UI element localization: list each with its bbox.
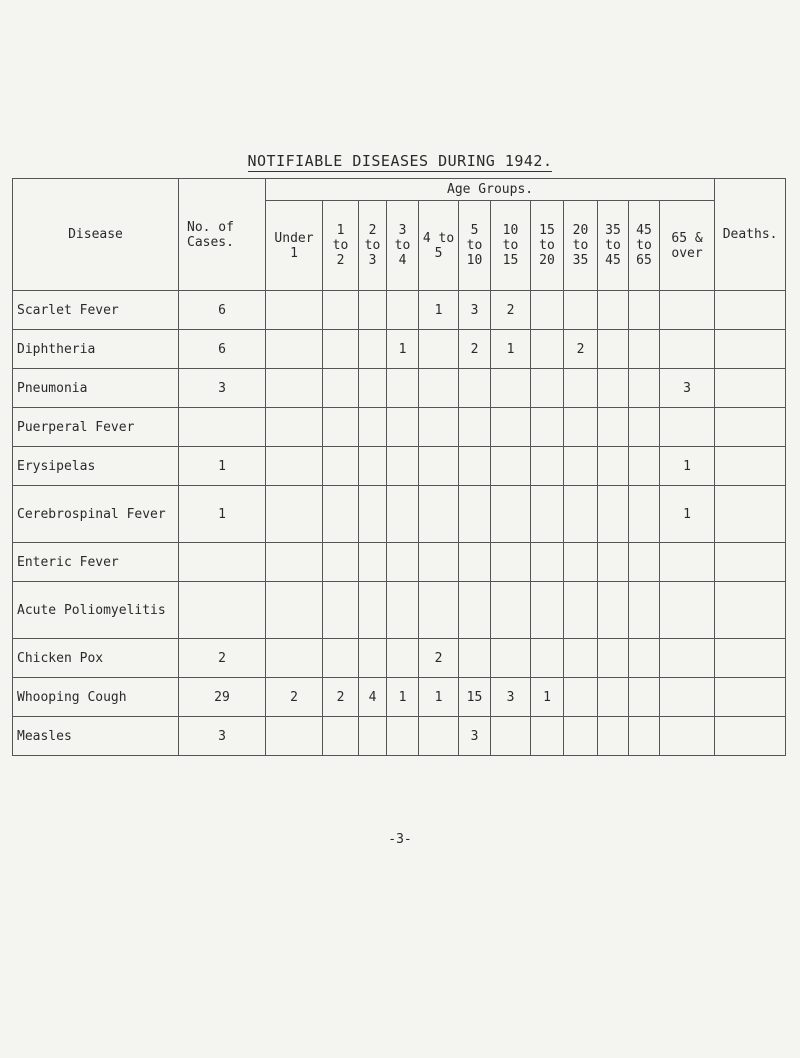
deaths-cell: [715, 408, 786, 447]
age-group-header: [323, 201, 359, 291]
age-count-cell: [387, 543, 419, 582]
cases-header: No. of Cases.: [179, 179, 266, 291]
age-count-cell: [598, 330, 629, 369]
age-count-cell: [323, 582, 359, 639]
age-count-cell: 1: [491, 330, 531, 369]
age-count-cell: [598, 639, 629, 678]
age-count-cell: [359, 639, 387, 678]
age-count-cell: [598, 543, 629, 582]
disease-header: Disease: [13, 179, 179, 291]
table-row: [13, 330, 786, 369]
age-count-cell: [564, 582, 598, 639]
age-count-cell: [459, 408, 491, 447]
age-count-cell: [359, 369, 387, 408]
table-row: [13, 582, 786, 639]
deaths-cell: [715, 639, 786, 678]
cases-cell: 29: [179, 678, 266, 717]
age-count-cell: [629, 717, 660, 756]
age-count-cell: [323, 543, 359, 582]
disease-name-cell: Whooping Cough: [13, 678, 179, 717]
age-count-cell: [660, 291, 715, 330]
age-count-cell: [323, 447, 359, 486]
age-group-header-top: 10 to: [502, 223, 519, 253]
age-group-header-bottom: 5: [434, 245, 443, 261]
age-group-header-top: 20 to: [572, 223, 589, 253]
age-count-cell: [660, 582, 715, 639]
age-count-cell: [266, 408, 323, 447]
age-group-header-top: 4 to: [422, 230, 455, 246]
cases-cell: [179, 543, 266, 582]
age-count-cell: [266, 369, 323, 408]
age-group-header-bottom: 20: [539, 253, 555, 268]
age-count-cell: 1: [531, 678, 564, 717]
age-count-cell: [531, 717, 564, 756]
cases-cell: [179, 408, 266, 447]
age-count-cell: [531, 543, 564, 582]
age-count-cell: [387, 447, 419, 486]
age-count-cell: 2: [459, 330, 491, 369]
age-count-cell: 1: [660, 447, 715, 486]
age-count-cell: [266, 582, 323, 639]
age-count-cell: [419, 543, 459, 582]
age-group-header: [491, 201, 531, 291]
age-group-header: [531, 201, 564, 291]
age-count-cell: [491, 717, 531, 756]
age-count-cell: [531, 330, 564, 369]
age-group-header-bottom: 4: [398, 253, 407, 268]
age-group-header-bottom: 45: [605, 253, 621, 268]
age-count-cell: [564, 486, 598, 543]
age-count-cell: [323, 369, 359, 408]
age-count-cell: [564, 408, 598, 447]
age-count-cell: [459, 369, 491, 408]
age-count-cell: [419, 717, 459, 756]
age-count-cell: [266, 447, 323, 486]
table-row: [13, 543, 786, 582]
age-group-header: [266, 201, 323, 291]
cases-cell: 3: [179, 369, 266, 408]
age-count-cell: [598, 582, 629, 639]
age-count-cell: [387, 639, 419, 678]
age-count-cell: 15: [459, 678, 491, 717]
deaths-cell: [715, 582, 786, 639]
age-group-header: [459, 201, 491, 291]
age-group-header-bottom: 35: [572, 253, 589, 268]
disease-name-cell: Diphtheria: [13, 330, 179, 369]
age-count-cell: [660, 408, 715, 447]
disease-name-cell: Cerebrospinal Fever: [13, 486, 179, 543]
age-count-cell: [359, 717, 387, 756]
deaths-cell: [715, 717, 786, 756]
age-count-cell: 1: [660, 486, 715, 543]
age-count-cell: [564, 639, 598, 678]
age-count-cell: [359, 447, 387, 486]
age-count-cell: [564, 369, 598, 408]
age-count-cell: [660, 678, 715, 717]
age-count-cell: [598, 447, 629, 486]
age-group-header: [660, 201, 715, 291]
age-group-header-top: 1 to: [332, 223, 349, 253]
age-count-cell: [564, 717, 598, 756]
age-group-header-top: 3 to: [394, 223, 411, 253]
disease-name-cell: Measles: [13, 717, 179, 756]
table-row: [13, 369, 786, 408]
disease-name-cell: Enteric Fever: [13, 543, 179, 582]
age-count-cell: [629, 369, 660, 408]
age-count-cell: [359, 330, 387, 369]
age-count-cell: 2: [323, 678, 359, 717]
age-count-cell: [629, 291, 660, 330]
age-count-cell: [491, 447, 531, 486]
disease-name-cell: Scarlet Fever: [13, 291, 179, 330]
age-count-cell: [266, 291, 323, 330]
age-count-cell: [531, 408, 564, 447]
age-count-cell: [660, 543, 715, 582]
age-count-cell: [359, 486, 387, 543]
age-count-cell: [491, 369, 531, 408]
age-count-cell: [387, 408, 419, 447]
table-row: [13, 717, 786, 756]
page-title: NOTIFIABLE DISEASES DURING 1942.: [247, 152, 553, 170]
age-count-cell: [419, 447, 459, 486]
age-count-cell: 2: [266, 678, 323, 717]
age-count-cell: [419, 582, 459, 639]
age-count-cell: [491, 582, 531, 639]
age-count-cell: [531, 639, 564, 678]
age-count-cell: [491, 639, 531, 678]
age-group-header-top: 2 to: [364, 223, 381, 253]
age-count-cell: [459, 447, 491, 486]
age-count-cell: [598, 408, 629, 447]
age-count-cell: [598, 369, 629, 408]
age-count-cell: [598, 291, 629, 330]
age-count-cell: [629, 486, 660, 543]
age-count-cell: [564, 447, 598, 486]
age-count-cell: 3: [459, 717, 491, 756]
age-count-cell: 3: [660, 369, 715, 408]
deaths-cell: [715, 447, 786, 486]
age-count-cell: [459, 639, 491, 678]
age-count-cell: [266, 639, 323, 678]
age-count-cell: [629, 582, 660, 639]
disease-name-cell: Puerperal Fever: [13, 408, 179, 447]
age-count-cell: [491, 543, 531, 582]
age-count-cell: [323, 717, 359, 756]
age-group-header-bottom: 1: [290, 245, 298, 261]
age-count-cell: 2: [491, 291, 531, 330]
age-count-cell: [387, 369, 419, 408]
age-count-cell: [459, 582, 491, 639]
age-count-cell: [629, 408, 660, 447]
age-count-cell: [629, 447, 660, 486]
deaths-cell: [715, 369, 786, 408]
age-count-cell: [598, 717, 629, 756]
age-count-cell: [387, 717, 419, 756]
table-row: [13, 639, 786, 678]
age-count-cell: [629, 639, 660, 678]
deaths-cell: [715, 678, 786, 717]
age-count-cell: 4: [359, 678, 387, 717]
age-count-cell: [266, 486, 323, 543]
age-count-cell: [359, 543, 387, 582]
age-count-cell: 1: [387, 330, 419, 369]
notifiable-diseases-table: [12, 178, 786, 756]
age-count-cell: 3: [491, 678, 531, 717]
disease-name-cell: Erysipelas: [13, 447, 179, 486]
age-group-header: [419, 201, 459, 291]
age-group-header: [564, 201, 598, 291]
cases-cell: 3: [179, 717, 266, 756]
age-count-cell: [359, 582, 387, 639]
age-group-header-bottom: 15: [502, 253, 519, 268]
age-group-header-bottom: 65: [636, 253, 652, 268]
age-count-cell: [531, 486, 564, 543]
age-count-cell: [419, 330, 459, 369]
age-group-header-bottom: 10: [466, 253, 483, 268]
age-count-cell: [531, 582, 564, 639]
age-count-cell: [419, 369, 459, 408]
age-count-cell: [387, 291, 419, 330]
age-count-cell: [459, 486, 491, 543]
age-count-cell: [629, 543, 660, 582]
age-count-cell: [531, 369, 564, 408]
age-count-cell: [323, 330, 359, 369]
age-count-cell: [266, 330, 323, 369]
age-count-cell: [459, 543, 491, 582]
table-row: [13, 408, 786, 447]
deaths-cell: [715, 330, 786, 369]
age-count-cell: [531, 291, 564, 330]
cases-cell: [179, 582, 266, 639]
age-group-header-top: 45 to: [636, 223, 652, 253]
disease-name-cell: Chicken Pox: [13, 639, 179, 678]
cases-cell: 6: [179, 330, 266, 369]
age-count-cell: [491, 486, 531, 543]
age-count-cell: [564, 543, 598, 582]
age-count-cell: [323, 408, 359, 447]
age-groups-header: Age Groups.: [266, 179, 715, 201]
age-count-cell: 1: [419, 678, 459, 717]
age-group-header: [629, 201, 660, 291]
age-count-cell: 1: [387, 678, 419, 717]
table-row: [13, 447, 786, 486]
age-count-cell: [387, 486, 419, 543]
age-count-cell: [323, 486, 359, 543]
age-count-cell: [359, 408, 387, 447]
age-group-header-top: Under: [274, 230, 314, 246]
age-count-cell: 2: [419, 639, 459, 678]
deaths-cell: [715, 543, 786, 582]
age-count-cell: [359, 291, 387, 330]
deaths-cell: [715, 291, 786, 330]
age-group-header-top: 35 to: [605, 223, 621, 253]
cases-cell: 2: [179, 639, 266, 678]
age-count-cell: [266, 543, 323, 582]
age-count-cell: [419, 486, 459, 543]
age-count-cell: [419, 408, 459, 447]
deaths-header: Deaths.: [715, 179, 786, 291]
age-count-cell: [660, 330, 715, 369]
age-count-cell: [531, 447, 564, 486]
cases-cell: 1: [179, 486, 266, 543]
table-row: [13, 678, 786, 717]
age-count-cell: [660, 639, 715, 678]
age-count-cell: 3: [459, 291, 491, 330]
age-count-cell: [564, 678, 598, 717]
age-count-cell: [660, 717, 715, 756]
disease-name-cell: Pneumonia: [13, 369, 179, 408]
age-count-cell: [564, 291, 598, 330]
age-count-cell: 1: [419, 291, 459, 330]
age-count-cell: [598, 486, 629, 543]
page-number: -3-: [388, 832, 412, 847]
age-group-header-bottom: over: [671, 245, 703, 261]
disease-name-cell: Acute Poliomyelitis: [13, 582, 179, 639]
age-group-header-top: 5 to: [466, 223, 483, 253]
age-group-header-bottom: 2: [336, 253, 345, 268]
cases-cell: 1: [179, 447, 266, 486]
age-group-header: [359, 201, 387, 291]
age-count-cell: [323, 639, 359, 678]
age-group-header: [387, 201, 419, 291]
deaths-cell: [715, 486, 786, 543]
age-group-header-top: 65 &: [671, 230, 703, 246]
age-count-cell: [387, 582, 419, 639]
table-row: [13, 291, 786, 330]
age-group-header-top: 15 to: [539, 223, 555, 253]
age-count-cell: [323, 291, 359, 330]
age-count-cell: [598, 678, 629, 717]
age-count-cell: [266, 717, 323, 756]
age-group-header-bottom: 3: [368, 253, 377, 268]
age-group-header: [598, 201, 629, 291]
age-count-cell: [491, 408, 531, 447]
age-count-cell: 2: [564, 330, 598, 369]
age-count-cell: [629, 330, 660, 369]
table-row: [13, 486, 786, 543]
age-count-cell: [629, 678, 660, 717]
cases-cell: 6: [179, 291, 266, 330]
